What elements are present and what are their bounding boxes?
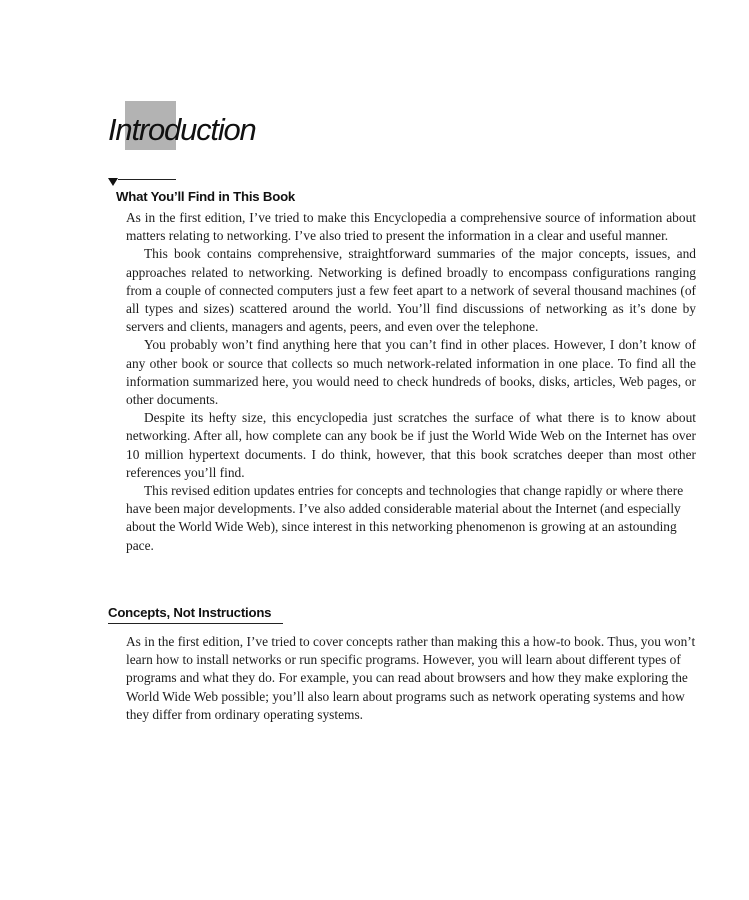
paragraph: As in the first edition, I’ve tried to make this Encyclopedia a comprehensive source of information about matters relating to networking. I’ve also tried to present the information in a clear and useful manner. [126, 210, 696, 244]
paragraph: As in the first edition, I’ve tried to cover concepts rather than making this a how-to book. Thus, you won’t learn how to install networks or run specific programs. However, you will learn about different types of programs and what they do. For example, you can read about browsers and how they make exploring the World Wide Web possible; you’ll also learn about programs such as network operating systems and how they differ from ordinary operating systems. [126, 634, 696, 722]
paragraph: Despite its hefty size, this encyclopedia just scratches the surface of what there is to know about networking. After all, how complete can any book be if just the World Wide Web on the Internet has over 10 million hypertext documents. I do think, however, that this book scratches deeper than most other references you’ll find. [126, 410, 696, 480]
paragraph: This book contains comprehensive, straightforward summaries of the major concepts, issues, and approaches related to networking. Networking is defined broadly to encompass configurations ranging from a couple of connected computers just a few feet apart to a network of several thousand machines (of all types and sizes) scattered around the world. You’ll find discussions of networking as it’s done by servers and clients, managers and agents, peers, and even over the telephone. [126, 246, 696, 335]
section-body-what-youll-find [126, 209, 696, 555]
section-rule [118, 179, 176, 180]
page-title: Introduction [108, 112, 256, 147]
triangle-down-icon [108, 178, 118, 186]
paragraph: You probably won’t find anything here that you can’t find in other places. However, I don’t know of any other book or source that collects so much network-related information in one place. To find all the information summarized here, you would need to check hundreds of books, disks, articles, Web pages, or other documents. [126, 337, 696, 408]
section-heading-what-youll-find: What You’ll Find in This Book [116, 189, 296, 204]
section-heading-concepts: Concepts, Not Instructions [108, 605, 272, 620]
section-underline [108, 623, 283, 624]
section-body-concepts [126, 633, 696, 724]
paragraph: This revised edition updates entries for concepts and technologies that change rapidly or where there have been major developments. I’ve also added considerable material about the Internet (and especially about the World Wide Web), since interest in this networking phenomenon is growing at an astounding pace. [126, 483, 684, 553]
